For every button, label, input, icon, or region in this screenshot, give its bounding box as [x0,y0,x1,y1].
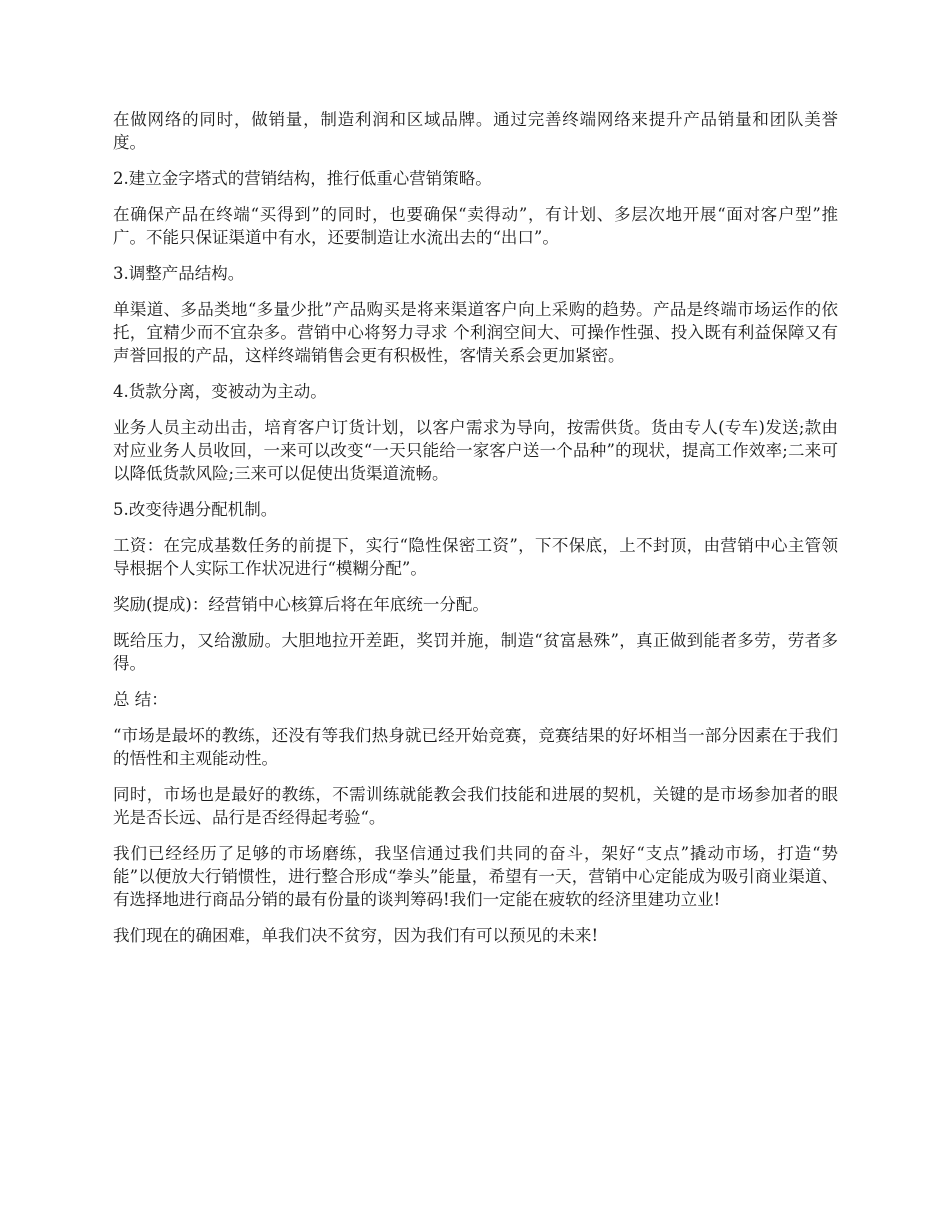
paragraph-bonus: 奖励(提成)：经营销中心核算后将在年底统一分配。 [113,595,489,614]
heading-summary: 总 结： [113,690,168,709]
paragraph-salary: 工资：在完成基数任务的前提下，实行“隐性保密工资”，下不保底，上不封顶，由营销中心主管领导根据个人实际工作状况进行“模糊分配”。 [113,536,838,578]
paragraph: 在确保产品在终端“买得到”的同时，也要确保“卖得动”，有计划、多层次地开展“面对客户型”推广。不能只保证渠道中有水，还要制造让水流出去的“出口”。 [113,205,838,247]
paragraph: 单渠道、多品类地“多量少批”产品购买是将来渠道客户向上采购的趋势。产品是终端市场运作的依托，宜精少而不宜杂多。营销中心将努力寻求 个利润空间大、可操作性强、投入既有利益保障又有声誉回报的产品，这样终端销售会更有积极性，客情关系会更加紧密。 [113,300,838,365]
paragraph: 我们已经经历了足够的市场磨练，我坚信通过我们共同的奋斗，架好“支点”撬动市场，打造“势能”以便放大行销惯性，进行整合形成“拳头”能量，希望有一天，营销中心定能成为吸引商业渠道、有选择地进行商品分销的最有份量的谈判筹码!我们一定能在疲软的经济里建功立业! [113,844,838,909]
paragraph: 既给压力，又给激励。大胆地拉开差距，奖罚并施，制造“贫富悬殊”，真正做到能者多劳，劳者多得。 [113,631,838,673]
paragraph: “市场是最坏的教练，还没有等我们热身就已经开始竞赛，竞赛结果的好坏相当一部分因素在于我们的悟性和主观能动性。 [113,726,838,768]
heading-2: 2.建立金字塔式的营销结构，推行低重心营销策略。 [113,169,492,188]
heading-3: 3.调整产品结构。 [113,264,245,283]
heading-5: 5.改变待遇分配机制。 [113,500,278,519]
document-body [113,108,838,960]
paragraph: 同时，市场也是最好的教练，不需训练就能教会我们技能和进展的契机，关键的是市场参加者的眼光是否长远、品行是否经得起考验“。 [113,785,838,827]
paragraph-intro: 在做网络的同时，做销量，制造利润和区域品牌。通过完善终端网络来提升产品销量和团队美誉度。 [113,110,838,152]
paragraph: 业务人员主动出击，培育客户订货计划，以客户需求为导向，按需供货。货由专人(专车)发送;款由对应业务人员收回，一来可以改变“一天只能给一家客户送一个品种”的现状，提高工作效率;二来可以降低货款风险;三来可以促使出货渠道流畅。 [113,418,838,483]
heading-4: 4.货款分离，变被动为主动。 [113,382,327,401]
paragraph-closing: 我们现在的确困难，单我们决不贫穷，因为我们有可以预见的未来! [113,926,599,945]
